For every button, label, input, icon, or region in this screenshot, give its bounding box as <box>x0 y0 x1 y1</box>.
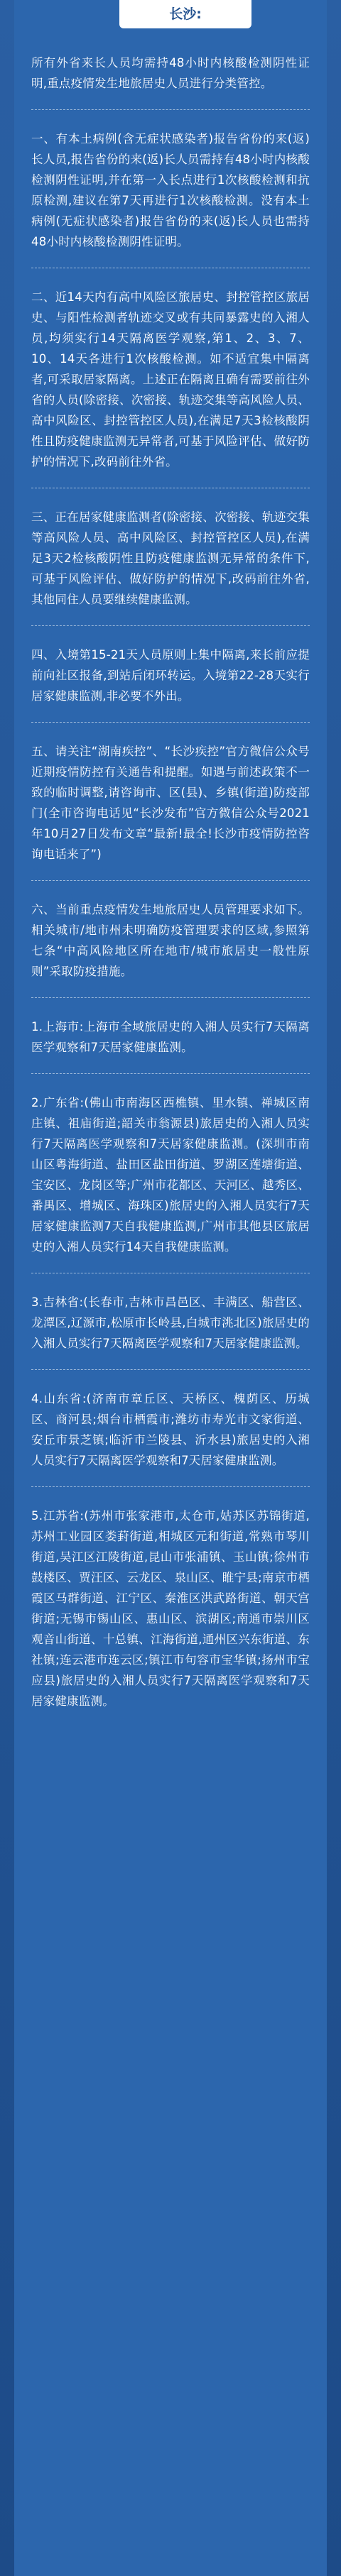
policy-paragraph-6: 六、当前重点疫情发生地旅居史人员管理要求如下。相关城市/地市州未明确防疫管理要求的区域,参照第七条“中高风险地区所在地市/城市旅居史一般性原则”采取防疫措施。 <box>31 903 310 978</box>
divider <box>31 997 310 998</box>
policy-paragraph-3: 三、正在居家健康监测者(除密接、次密接、轨迹交集等高风险人员、高中风险区、封控管控区人员),在满足3天2检核酸阴性且防疫健康监测无异常的条件下,可基于风险评估、做好防护的情况下,改码前往外省,其他同住人员要继续健康监测。 <box>31 510 310 606</box>
divider <box>31 880 310 881</box>
section-title-badge: 长沙: <box>119 0 251 28</box>
city-paragraph-shandong: 4.山东省:(济南市章丘区、天桥区、槐荫区、历城区、商河县;烟台市栖霞市;潍坊市寿光市文家街道、安丘市景芝镇;临沂市兰陵县、沂水县)旅居史的入湘人员实行7天隔离医学观察和7天居家健康监测。 <box>31 1392 310 1467</box>
policy-paragraph-1: 一、有本土病例(含无症状感染者)报告省份的来(返)长人员,报告省份的来(返)长人员需持有48小时内核酸检测阴性证明,并在第一入长点进行1次核酸检测和抗原检测,建议在第7天再进行1次核酸检测。没有本土病例(无症状感染者)报告省份的来(返)长人员也需持48小时内核酸检测阴性证明。 <box>31 132 310 248</box>
section-header <box>14 0 327 31</box>
article-body <box>31 53 310 1711</box>
divider <box>31 722 310 723</box>
intro-paragraph: 所有外省来长人员均需持48小时内核酸检测阴性证明,重点疫情发生地旅居史人员进行分类管控。 <box>31 56 310 90</box>
divider <box>31 1486 310 1487</box>
policy-paragraph-4: 四、入境第15-21天人员原则上集中隔离,来长前应提前向社区报备,到站后闭环转运。入境第22-28天实行居家健康监测,非必要不外出。 <box>31 648 310 703</box>
policy-paragraph-5: 五、请关注“湖南疾控”、“长沙疾控”官方微信公众号近期疫情防控有关通告和提醒。如遇与前述政策不一致的临时调整,请咨询市、区(县)、乡镇(街道)防疫部门(全市咨询电话见“长沙发布”官方微信公众号2021年10月27日发布文章“最新!最全!长沙市疫情防控咨询电话来了”) <box>31 745 310 861</box>
city-paragraph-shanghai: 1.上海市:上海市全域旅居史的入湘人员实行7天隔离医学观察和7天居家健康监测。 <box>31 1020 310 1054</box>
city-paragraph-jilin: 3.吉林省:(长春市,吉林市昌邑区、丰满区、船营区、龙潭区,辽源市,松原市长岭县,白城市洮北区)旅居史的入湘人员实行7天隔离医学观察和7天居家健康监测。 <box>31 1295 310 1350</box>
divider <box>31 1369 310 1370</box>
divider <box>31 109 310 110</box>
divider <box>31 1073 310 1074</box>
city-paragraph-guangdong: 2.广东省:(佛山市南海区西樵镇、里水镇、禅城区南庄镇、祖庙街道;韶关市翁源县)旅居史的入湘人员实行7天隔离医学观察和7天居家健康监测。(深圳市南山区粤海街道、盐田区盐田街道、罗湖区莲塘街道、宝安区、龙岗区等;广州市花都区、天河区、越秀区、番禺区、增城区、海珠区)旅居史的入湘人员实行7天居家健康监测7天自我健康监测,广州市其他县区旅居史的入湘人员实行14天自我健康监测。 <box>31 1096 310 1254</box>
divider <box>31 625 310 626</box>
policy-paragraph-2: 二、近14天内有高中风险区旅居史、封控管控区旅居史、与阳性检测者轨迹交叉或有共同暴露史的入湘人员,均须实行14天隔离医学观察,第1、2、3、7、10、14天各进行1次核酸检测。如不适宜集中隔离者,可采取居家隔离。上述正在隔离且确有需要前往外省的人员(除密接、次密接、轨迹交集等高风险人员、高中风险区、封控管控区人员),在满足7天3检核酸阴性且防疫健康监测无异常者,可基于风险评估、做好防护的情况下,改码前往外省。 <box>31 290 310 468</box>
city-paragraph-jiangsu: 5.江苏省:(苏州市张家港市,太仓市,姑苏区苏锦街道,苏州工业园区娄葑街道,相城区元和街道,常熟市琴川街道,吴江区江陵街道,昆山市张浦镇、玉山镇;徐州市鼓楼区、贾汪区、云龙区、泉山区、睢宁县;南京市栖霞区马群街道、江宁区、秦淮区洪武路街道、朝天宫街道;无锡市锡山区、惠山区、滨湖区;南通市崇川区观音山街道、十总镇、江海街道,通州区兴东街道、东社镇;连云港市连云区;镇江市句容市宝华镇;扬州市宝应县)旅居史的入湘人员实行7天隔离医学观察和7天居家健康监测。 <box>31 1509 310 1708</box>
